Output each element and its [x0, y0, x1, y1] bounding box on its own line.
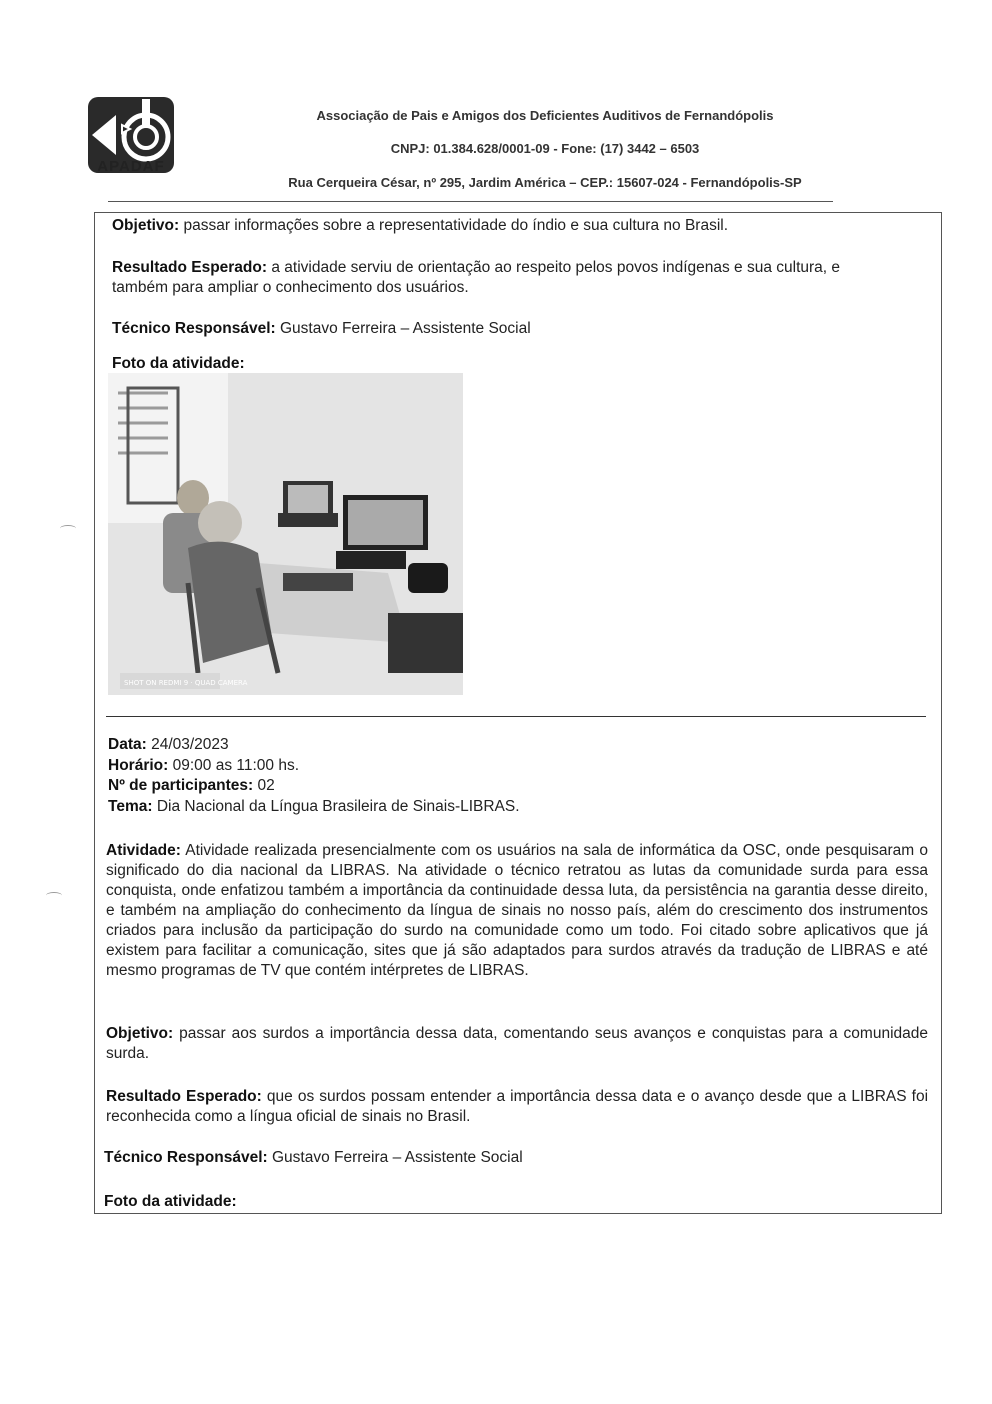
- tema-line: [108, 797, 808, 817]
- horario-value: 09:00 as 11:00 hs.: [168, 757, 299, 774]
- participantes-line: [108, 776, 508, 796]
- objetivo-2-text: passar aos surdos a importância dessa data, comentando seus avanços e conquistas para a comunidade surda.: [106, 1025, 928, 1062]
- data-line: [108, 735, 508, 755]
- resultado-2: [106, 1087, 928, 1127]
- tecnico-1-label: Técnico Responsável:: [112, 320, 276, 337]
- address: Rua Cerqueira César, nº 295, Jardim América – CEP.: 15607-024 - Fernandópolis-SP: [288, 175, 802, 190]
- tecnico-2: [104, 1148, 904, 1168]
- scan-mark: [46, 892, 62, 899]
- logo-text: APADAF: [97, 158, 165, 175]
- resultado-1-text: a atividade serviu de orientação ao respeito pelos povos indígenas e sua cultura, e também para ampliar o conhecimento dos usuários.: [112, 259, 841, 296]
- tecnico-2-label: Técnico Responsável:: [104, 1149, 268, 1166]
- foto-1-label-text: Foto da atividade:: [112, 355, 245, 372]
- resultado-2-text: que os surdos possam entender a importância dessa data e o avanço desde que a LIBRAS foi reconhecida como a língua oficial de sinais no Brasil.: [106, 1088, 929, 1125]
- data-label: Data:: [108, 736, 147, 753]
- tema-label: Tema:: [108, 798, 153, 815]
- section-divider: [106, 716, 926, 717]
- activity-photo: [108, 373, 463, 695]
- horario-label: Horário:: [108, 757, 169, 774]
- atividade-text: Atividade realizada presencialmente com os usuários na sala de informática da OSC, onde pesquisaram o significado do dia nacional da LIBRAS. Na atividade o técnico retratou as lutas da comunidade surda para essa conquista, onde enfatizou também a importância da continuidade dessa luta, da persistência na garantia desse direito, e também na ampliação do conhecimento da língua de sinais no nosso país, além do crescimento dos instrumentos criados para inclusão da participação do surdo na comunidade como um todo. Foi citado sobre aplicativos que já existem para facilitar a comunicação, sites que já são adaptados para surdos através da tradução de LIBRAS e até mesmo programas de TV que contém intérpretes de LIBRAS.: [106, 842, 928, 979]
- data-value: 24/03/2023: [146, 736, 229, 753]
- frame-bottom-border: [94, 1213, 942, 1214]
- foto-2-label: [104, 1192, 404, 1212]
- foto-2-label-text: Foto da atividade:: [104, 1193, 237, 1210]
- objetivo-2: [106, 1024, 928, 1064]
- org-name: Associação de Pais e Amigos dos Deficientes Auditivos de Fernandópolis: [316, 108, 774, 123]
- cnpj-phone: CNPJ: 01.384.628/0001-09 - Fone: (17) 3442 – 6503: [390, 141, 700, 156]
- resultado-1-label: Resultado Esperado:: [112, 259, 268, 276]
- horario-line: [108, 756, 508, 776]
- tecnico-2-text: Gustavo Ferreira – Assistente Social: [267, 1149, 523, 1166]
- objetivo-1: [112, 216, 932, 236]
- objetivo-1-label: Objetivo:: [112, 217, 180, 234]
- tema-value: Dia Nacional da Língua Brasileira de Sinais-LIBRAS.: [152, 798, 520, 815]
- resultado-1: [112, 258, 882, 298]
- participantes-value: 02: [253, 777, 275, 794]
- tecnico-1-text: Gustavo Ferreira – Assistente Social: [275, 320, 531, 337]
- atividade-label: Atividade:: [106, 842, 181, 859]
- frame-top-border: [94, 212, 942, 213]
- objetivo-1-text: passar informações sobre a representatividade do índio e sua cultura no Brasil.: [179, 217, 729, 234]
- atividade-paragraph: [106, 841, 928, 981]
- participantes-label: Nº de participantes:: [108, 777, 254, 794]
- scan-mark: [60, 525, 76, 532]
- header-divider: [108, 201, 833, 202]
- foto-1-label: [112, 354, 412, 374]
- objetivo-2-label: Objetivo:: [106, 1025, 174, 1042]
- tecnico-1: [112, 319, 932, 339]
- photo-caption: SHOT ON REDMI 9 · QUAD CAMERA: [124, 679, 248, 687]
- resultado-2-label: Resultado Esperado:: [106, 1088, 262, 1105]
